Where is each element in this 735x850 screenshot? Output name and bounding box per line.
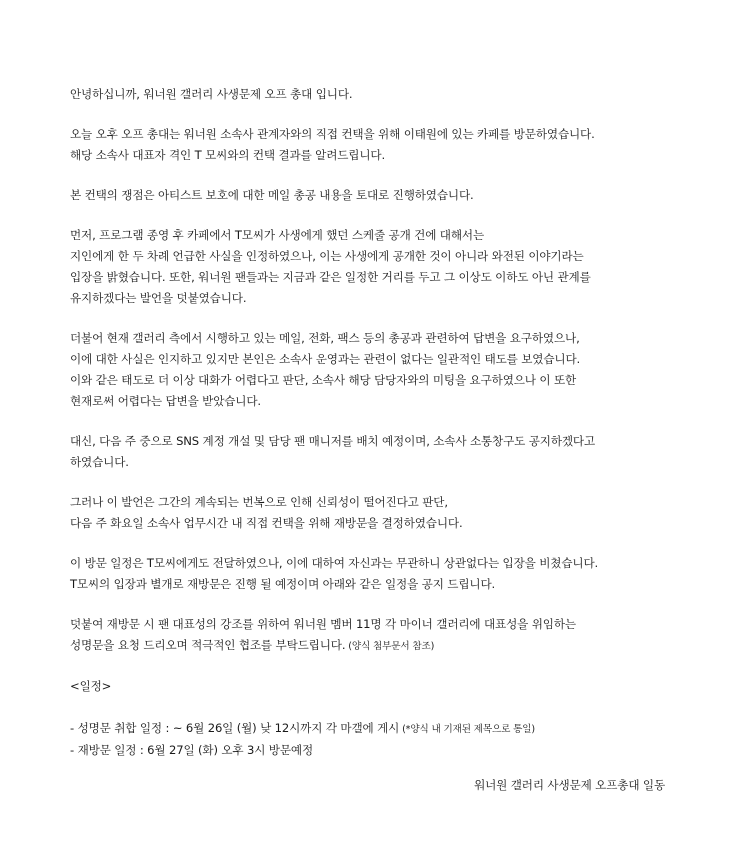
paragraph-visit [70,124,670,166]
paragraph-line-text: 성명문을 요청 드리오며 적극적인 협조를 부탁드립니다. [70,638,346,652]
paragraph-line: 이에 대한 사실은 인지하고 있지만 본인은 소속사 운영과는 관련이 없다는 일관적인 태도를 보였습니다. [70,352,581,366]
paragraph-line: 이와 같은 태도로 더 이상 대화가 어렵다고 판단, 소속사 해당 담당자와의 미팅을 요구하였으나 이 또한 [70,373,577,387]
paragraph-line: 유지하겠다는 발언을 덧붙였습니다. [70,291,247,305]
document-body [70,84,670,761]
paragraph-line: 더불어 현재 갤러리 측에서 시행하고 있는 메일, 전화, 팩스 등의 총공과 관련하여 답변을 요구하였으나, [70,331,580,345]
schedule-item-note: (*양식 내 기재된 제목으로 통일) [399,724,535,735]
paragraph-line: 현재로써 어렵다는 답변을 받았습니다. [70,394,261,408]
schedule-item-revisit [70,740,670,761]
paragraph-line: 이 방문 일정은 T모씨에게도 전달하였으나, 이에 대하여 자신과는 무관하니 상관없다는 입장을 비쳤습니다. [70,556,599,570]
paragraph-line [70,635,670,657]
greeting-text: 안녕하십니까, 워너원 갤러리 사생문제 오프 총대 입니다. [70,87,353,101]
schedule-title-text: <일정> [70,679,112,693]
paragraph-line: 본 컨택의 쟁점은 아티스트 보호에 대한 메일 총공 내용을 토대로 진행하였습니다. [70,188,474,202]
greeting [70,84,670,105]
schedule-item-statement [70,718,670,740]
paragraph-line: 입장을 밝혔습니다. 또한, 워너원 팬들과는 지금과 같은 일정한 거리를 두고 그 이상도 이하도 아닌 관계를 [70,270,591,284]
paragraph-issue [70,185,670,206]
signature: 워너원 갤러리 사생문제 오프총대 일동 [474,778,665,792]
attachment-note: (양식 첨부문서 참조) [345,641,435,652]
paragraph-line: 덧붙여 재방문 시 팬 대표성의 강조를 위하여 워너원 멤버 11명 각 마이너 갤러리에 대표성을 위임하는 [70,617,576,631]
paragraph-revisit-notice [70,553,670,595]
paragraph-statement-request [70,614,670,657]
paragraph-sns [70,431,670,473]
schedule-item-text: - 재방문 일정 : 6월 27일 (화) 오후 3시 방문예정 [70,743,314,757]
paragraph-line: 먼저, 프로그램 종영 후 카페에서 T모씨가 사생에게 했던 스케줄 공개 건에 대해서는 [70,228,484,242]
paragraph-mass-campaign [70,328,670,412]
paragraph-line: T모씨의 입장과 별개로 재방문은 진행 될 예정이며 아래와 같은 일정을 공지 드립니다. [70,577,496,591]
paragraph-revisit-decision [70,492,670,534]
paragraph-line: 오늘 오후 오프 총대는 워너원 소속사 관계자와의 직접 컨택을 위해 이태원에 있는 카페를 방문하였습니다. [70,127,595,141]
paragraph-line: 하였습니다. [70,455,129,469]
schedule-title [70,676,670,697]
schedule-item-text: - 성명문 취합 일정 : ~ 6월 26일 (월) 낮 12시까지 각 마갤에 게시 [70,721,400,735]
schedule-list [70,718,670,761]
paragraph-line: 대신, 다음 주 중으로 SNS 계정 개설 및 담당 팬 매니저를 배치 예정이며, 소속사 소통창구도 공지하겠다고 [70,434,596,448]
paragraph-line: 지인에게 한 두 차례 언급한 사실을 인정하였으나, 이는 사생에게 공개한 것이 아니라 와전된 이야기라는 [70,249,584,263]
paragraph-line: 그러나 이 발언은 그간의 계속되는 번복으로 인해 신뢰성이 떨어진다고 판단, [70,495,448,509]
paragraph-line: 해당 소속사 대표자 격인 T 모씨와의 컨택 결과를 알려드립니다. [70,148,385,162]
paragraph-line: 다음 주 화요일 소속사 업무시간 내 직접 컨택을 위해 재방문을 결정하였습니다. [70,516,463,530]
paragraph-schedule-leak [70,225,670,309]
